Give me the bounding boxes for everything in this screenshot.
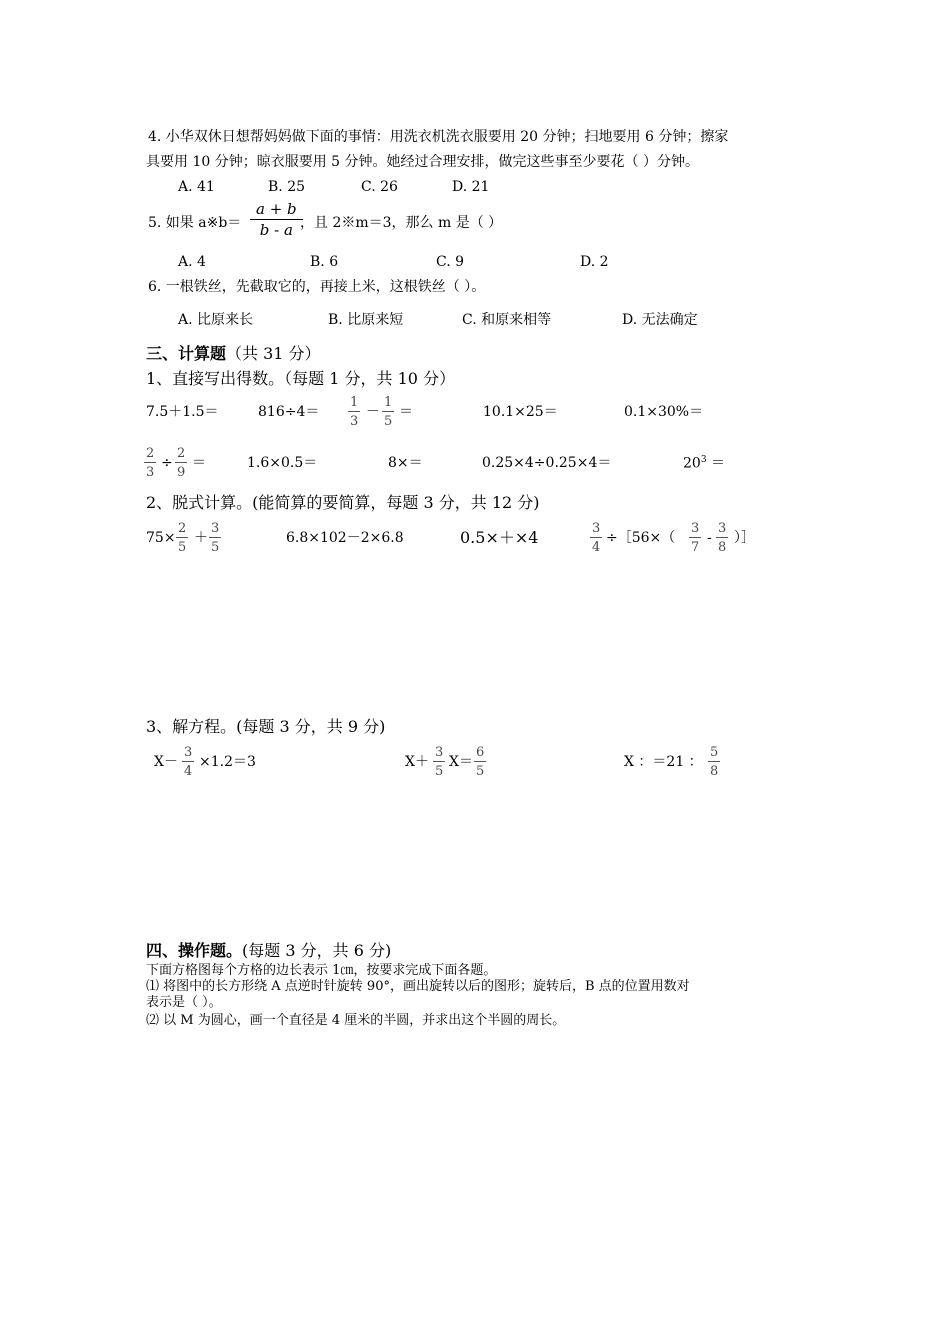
eq2-frac2 (474, 746, 486, 778)
q4-line2: 具要用 10 分钟；晾衣服要用 5 分钟。她经过合理安排，做完这些事至少要花（ ）分钟。 (146, 154, 699, 170)
calc-1d: 10.1×25＝ (483, 404, 558, 420)
q4-line1: 4. 小华双休日想帮妈妈做下面的事情：用洗衣机洗衣服要用 20 分钟；扫地要用 6 分钟；擦家 (148, 129, 729, 145)
numerator: 2 (178, 521, 187, 536)
denominator: 5 (435, 764, 444, 779)
eq3-frac (708, 746, 720, 778)
expr1-op: ＋ (194, 530, 208, 546)
eq1-prefix: X－ (154, 754, 178, 770)
eq2-frac1 (433, 746, 445, 778)
q6-text: 6. 一根铁丝，先截取它的，再接上米，这根铁丝（ ）。 (148, 279, 486, 295)
section3-heading-score: （共 31 分） (226, 344, 321, 363)
numerator: 3 (718, 521, 727, 536)
expr1-frac2 (209, 522, 221, 554)
numerator: 5 (710, 745, 719, 760)
q6-option-b: B. 比原来短 (328, 312, 404, 328)
q4-option-b: B. 25 (268, 179, 306, 195)
q4-option-c: C. 26 (361, 179, 398, 195)
eq2-mid: X＝ (449, 754, 473, 770)
numerator: 1 (350, 395, 359, 410)
q4-option-a: A. 41 (178, 179, 215, 195)
section4-heading-title: 四、操作题。 (146, 941, 243, 960)
calc-1e: 0.1×30%＝ (624, 404, 704, 420)
denominator: 5 (211, 540, 220, 555)
eq1-suffix: ×1.2＝3 (199, 754, 256, 770)
q6-option-c: C. 和原来相等 (462, 312, 552, 328)
section4-line4: ⑵ 以 M 为圆心，画一个直径是 4 厘米的半圆，并求出这个半圆的周长。 (146, 1013, 566, 1028)
q5-fraction (250, 202, 303, 238)
section3-heading (146, 344, 321, 363)
numerator: 3 (211, 521, 220, 536)
calc-2a-eq: ＝ (192, 455, 206, 471)
section4-heading-score: (每题 3 分，共 6 分) (242, 941, 392, 960)
part2-title: 2、脱式计算。(能简算的要简算，每题 3 分，共 12 分) (146, 493, 540, 512)
part1-title: 1、直接写出得数。（每题 1 分，共 10 分） (146, 369, 456, 388)
calc-2e-exponent: 3 (700, 455, 707, 465)
calc-1c-frac2 (382, 396, 394, 428)
numerator: 3 (435, 745, 444, 760)
expr4-frac2 (689, 522, 701, 554)
section4-line2: ⑴ 将图中的长方形绕 A 点逆时针旋转 90°，画出旋转以后的图形；旋转后，B 点的位置用数对 (146, 979, 690, 994)
denominator: 8 (710, 764, 719, 779)
expr2: 6.8×102－2×6.8 (286, 530, 404, 546)
part3-title: 3、解方程。(每题 3 分，共 9 分) (146, 717, 386, 736)
denominator: 9 (177, 465, 186, 480)
numerator: 1 (384, 395, 393, 410)
calc-2e-eq: ＝ (706, 455, 726, 472)
calc-2a-frac2 (175, 447, 187, 479)
numerator: 3 (184, 745, 193, 760)
section4-heading (146, 941, 391, 960)
expr4-frac1 (590, 522, 602, 554)
eq3-prefix: X ：＝21 ： (624, 754, 703, 770)
calc-2d: 0.25×4÷0.25×4＝ (482, 455, 612, 471)
q5-prefix: 5. 如果 a※b＝ (148, 215, 242, 231)
section4-line1: 下面方格图每个方格的边长表示 1㎝，按要求完成下面各题。 (146, 963, 497, 978)
q4-option-d: D. 21 (452, 179, 490, 195)
calc-2b: 1.6×0.5＝ (247, 455, 318, 471)
q6-option-a: A. 比原来长 (178, 312, 254, 328)
q5-option-a: A. 4 (178, 254, 206, 270)
q5-suffix: ，且 2※m＝3，那么 m 是（ ） (300, 215, 503, 231)
numerator: 3 (592, 521, 601, 536)
expr4-mid: ÷［56×（ (606, 530, 676, 546)
numerator: 3 (691, 521, 700, 536)
denominator: 8 (718, 540, 727, 555)
denominator: 7 (691, 540, 700, 555)
eq1-frac (182, 746, 194, 778)
denominator: 3 (146, 465, 155, 480)
calc-1c-op: － (366, 404, 380, 420)
calc-1c-eq: ＝ (399, 404, 413, 420)
section3-heading-title: 三、计算题 (146, 344, 227, 363)
calc-2a-frac1 (144, 447, 156, 479)
q5-fraction-denominator: b - a (259, 221, 293, 239)
expr1-prefix: 75× (146, 530, 176, 546)
numerator: 2 (177, 446, 186, 461)
q5-fraction-numerator: a + b (256, 200, 297, 218)
denominator: 5 (476, 764, 485, 779)
expr1-frac1 (176, 522, 188, 554)
calc-1c-frac1 (348, 396, 360, 428)
q5-option-b: B. 6 (310, 254, 339, 270)
denominator: 3 (350, 414, 359, 429)
calc-2a-op: ÷ (161, 455, 173, 471)
expr3: 0.5×＋×4 (460, 528, 539, 547)
q6-option-d: D. 无法确定 (622, 312, 698, 328)
denominator: 4 (592, 540, 601, 555)
q5-option-d: D. 2 (580, 254, 609, 270)
expr4-op: - (707, 530, 712, 546)
q5-option-c: C. 9 (436, 254, 465, 270)
calc-2e-base: 20 (683, 455, 701, 472)
calc-2e (683, 455, 725, 472)
calc-2c: 8×＝ (388, 455, 423, 471)
expr4-end: ）］ (734, 530, 755, 546)
numerator: 6 (476, 745, 485, 760)
denominator: 5 (178, 540, 187, 555)
calc-1a: 7.5＋1.5＝ (146, 404, 219, 420)
expr4-frac3 (716, 522, 728, 554)
denominator: 4 (184, 764, 193, 779)
section4-line3: 表示是（ ）。 (146, 995, 222, 1010)
calc-1b: 816÷4＝ (258, 404, 320, 420)
denominator: 5 (384, 414, 393, 429)
numerator: 2 (146, 446, 155, 461)
eq2-prefix: X＋ (405, 754, 429, 770)
